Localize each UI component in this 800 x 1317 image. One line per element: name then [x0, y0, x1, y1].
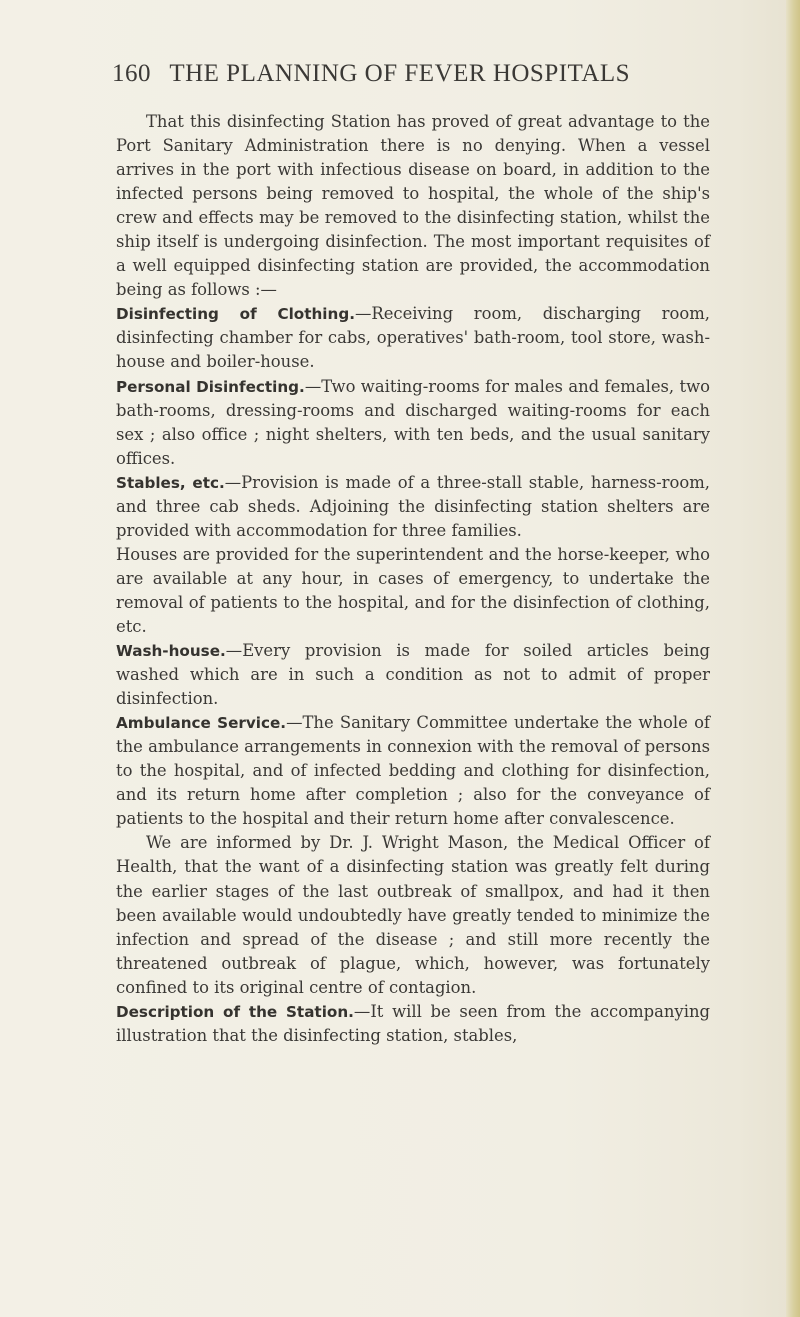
paragraph-clothing [116, 302, 710, 374]
paragraph-description [116, 1000, 710, 1048]
paragraph-personal [116, 375, 710, 471]
paragraph-heading: Disinfecting of Clothing. [116, 305, 355, 324]
paragraph-text: —Every provision is made for soiled articles being washed which are in such a condition as not to admit of proper disinfection. [116, 641, 710, 709]
running-title: THE PLANNING OF FEVER HOSPITALS [169, 60, 631, 87]
paragraph-heading: Wash-house. [116, 642, 226, 661]
paragraph-text: —Provision is made of a three-stall stable, harness-room, and three cab sheds. Adjoining the disinfecting station shelters are provided with accommodation for three families. [116, 472, 710, 540]
paragraph-wash-house [116, 639, 710, 711]
paragraph-ambulance [116, 711, 710, 831]
paragraph-heading: Ambulance Service. [116, 714, 287, 733]
paragraph-text: Houses are provided for the superintendent and the horse-keeper, who are available at any hour, in cases of emergency, to undertake the removal of patients to the hospital, and for the disinfection of clothing, etc. [116, 544, 710, 636]
paragraph-text: We are informed by Dr. J. Wright Mason, the Medical Officer of Health, that the want of a disinfecting station was greatly felt during the earlier stages of the last outbreak of smallpox, and had it then been available would undoubtedly have greatly tended to minimize the infection and spread of the disease ; and still more recently the threatened outbreak of plague, which, however, was fortunately confined to its original centre of contagion. [116, 833, 710, 997]
paragraph-text: —The Sanitary Committee undertake the whole of the ambulance arrangements in connexion with the removal of persons to the hospital, and of infected bedding and clothing for disinfection, and its return home after completion ; also for the conveyance of patients to the hospital and their return home after convalescence. [116, 713, 710, 829]
paragraph-text: That this disinfecting Station has proved of great advantage to the Port Sanitary Administration there is no denying. When a vessel arrives in the port with infectious disease on board, in addition to the infected persons being removed to hospital, the whole of the ship's crew and effects may be removed to the disinfecting station, whilst the ship itself is undergoing disinfection. The most important requisites of a well equipped disinfecting station are provided, the accommodation being as follows :— [116, 112, 710, 300]
paragraph-text: —Two waiting-rooms for males and females, two bath-rooms, dressing-rooms and discharged waiting-rooms for each sex ; also office ; night shelters, with ten beds, and the usual sanitary offices. [116, 376, 710, 468]
body-text [116, 110, 710, 1048]
paragraph-heading: Description of the Station. [116, 1002, 354, 1021]
paragraph-intro [116, 110, 710, 302]
paragraph-text: —Receiving room, discharging room, disinfecting chamber for cabs, operatives' bath-room, tool store, wash-house and boiler-house. [116, 304, 710, 372]
paragraph-heading: Stables, etc. [116, 473, 225, 492]
paragraph-houses [116, 543, 710, 639]
paragraph-stables [116, 471, 710, 543]
running-head [112, 60, 672, 96]
page-edge [786, 0, 800, 1317]
page-number: 160 [112, 60, 151, 87]
paragraph-medical-officer [116, 831, 710, 999]
paragraph-text: —It will be seen from the accompanying illustration that the disinfecting station, stables, [116, 1001, 710, 1045]
paragraph-heading: Personal Disinfecting. [116, 377, 305, 396]
